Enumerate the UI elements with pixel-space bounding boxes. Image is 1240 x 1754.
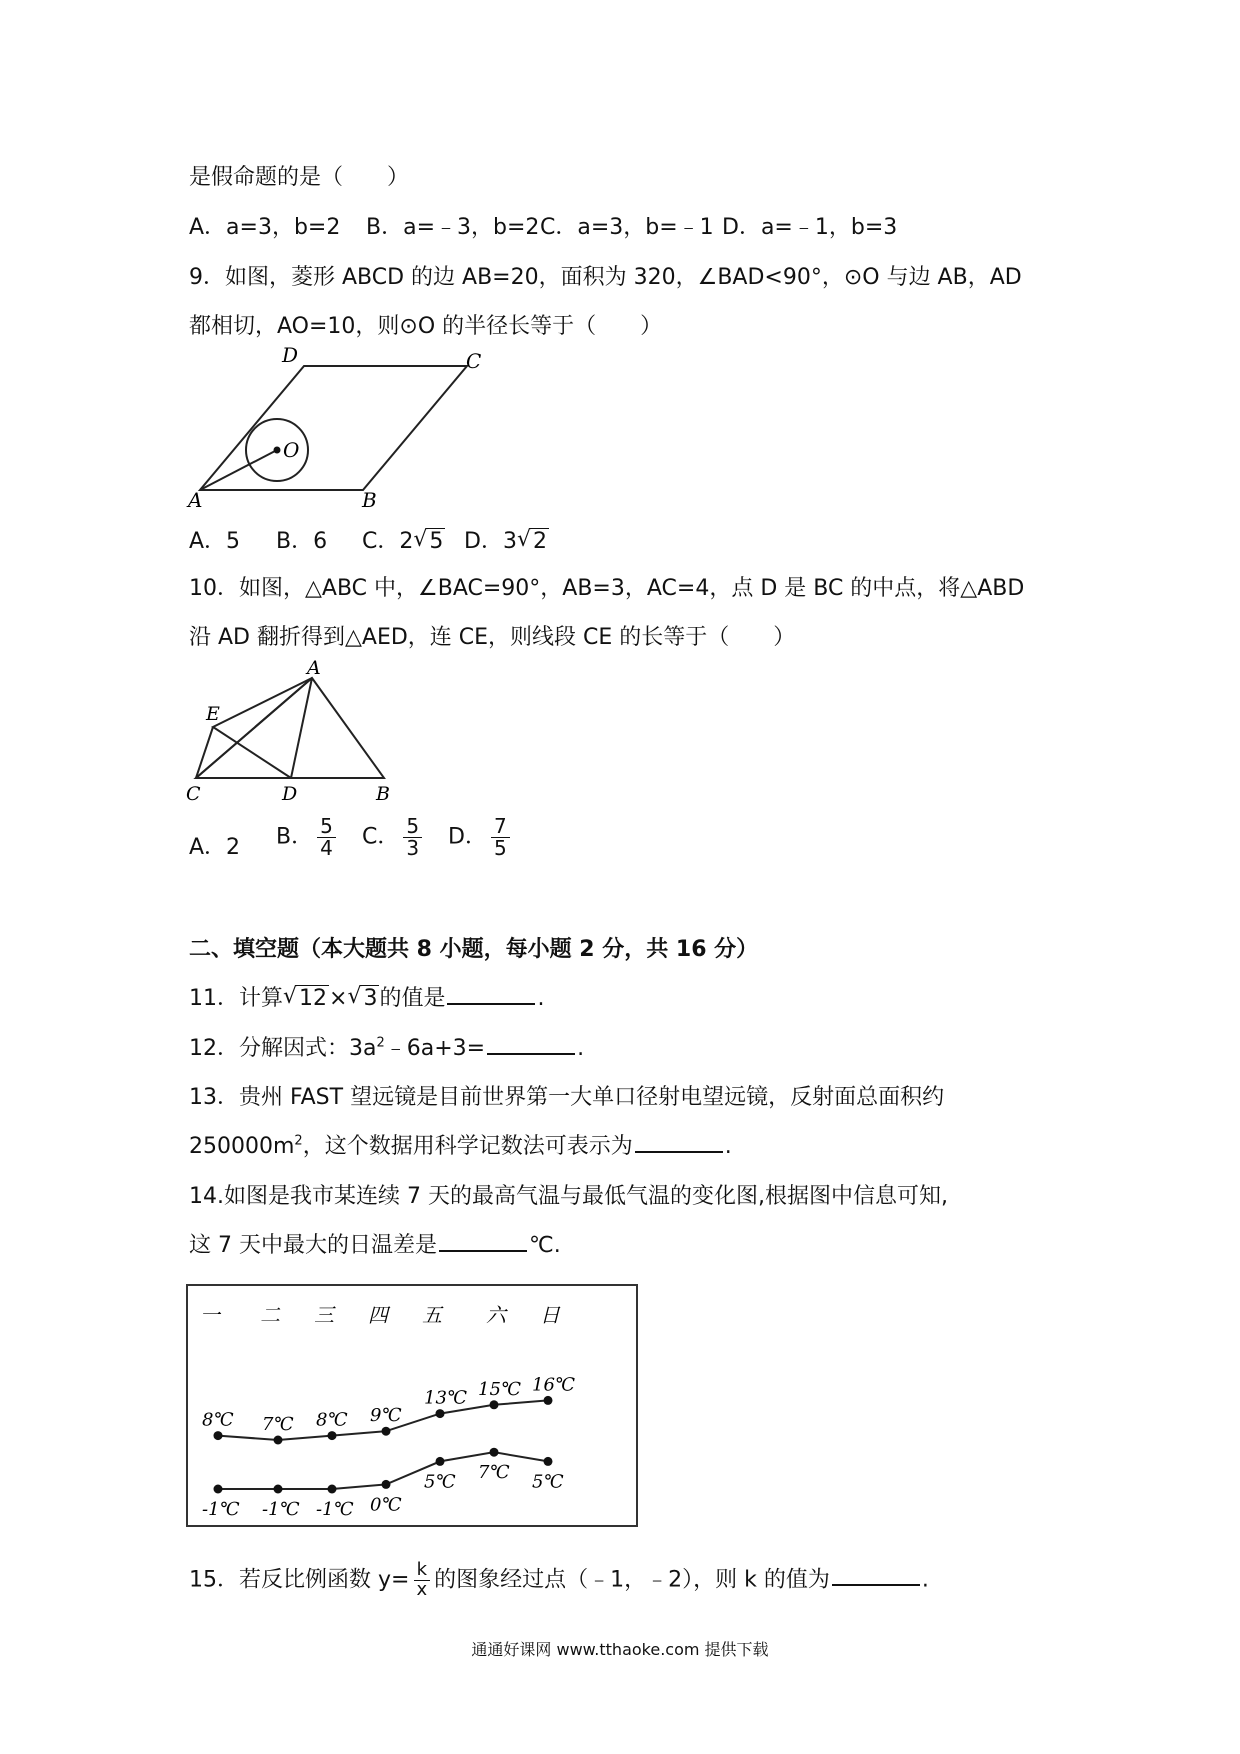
rhombus-abcd: [200, 366, 467, 490]
temperature-chart: [186, 1284, 640, 1529]
q13-line-2: $250000m^2$，这个数据用科学记数法可表示为 .: [189, 1129, 732, 1160]
q9-option-d: D．3√ 2: [464, 524, 549, 555]
data-point-high: [328, 1431, 337, 1440]
data-point-high: [490, 1400, 499, 1409]
day-label: 二: [260, 1303, 280, 1327]
label-b: B: [376, 783, 390, 805]
data-point-low: [544, 1457, 553, 1466]
data-label-low: 7℃: [478, 1462, 510, 1484]
q15: 15．若反比例函数 y= $\frac{k}{x}$ 的图象经过点（﹣1，﹣2），则 k 的值为 .: [189, 1559, 929, 1600]
data-label-low: 5℃: [424, 1471, 456, 1493]
label-b: B: [362, 488, 377, 510]
day-label: 四: [368, 1303, 388, 1327]
q8-stem-tail: 是假命题的是（ ）: [189, 165, 410, 190]
day-label: 三: [314, 1303, 334, 1327]
q8-option-a: A．a=3，b=2: [189, 215, 341, 240]
q10-option-b: B． $\frac{5}{4}$: [276, 816, 340, 859]
day-label: 一: [200, 1303, 220, 1327]
data-point-high: [274, 1436, 283, 1445]
data-point-low: [328, 1485, 337, 1494]
footer-source: 通通好课网 www.tthaoke.com 提供下载: [471, 1640, 769, 1659]
q8-option-b: B．a=﹣3，b=2: [366, 215, 540, 240]
data-point-low: [274, 1485, 283, 1494]
q11: 11．计算√ 12×√ 3的值是 .: [189, 981, 544, 1012]
data-point-low: [214, 1485, 223, 1494]
rhombus-figure: [180, 340, 490, 510]
data-label-low: 0℃: [370, 1494, 402, 1516]
q8-option-d: D．a=﹣1，b=3: [722, 215, 898, 240]
data-point-high: [544, 1396, 553, 1405]
q12: 12．分解因式：$3a^2﹣6a+3=$ .: [189, 1031, 584, 1062]
q10-line-2: 沿 AD 翻折得到△AED，连 CE，则线段 CE 的长等于（ ）: [189, 625, 796, 650]
answer-blank: [832, 1564, 920, 1586]
q8-option-c: C．a=3，b=﹣1: [540, 215, 714, 240]
triangle-figure: [180, 660, 400, 810]
data-label-high: 8℃: [316, 1409, 348, 1431]
data-point-low: [490, 1448, 499, 1457]
day-label: 五: [422, 1303, 442, 1327]
data-label-high: 13℃: [424, 1387, 468, 1409]
q14-line-2: 这 7 天中最大的日温差是 ℃.: [189, 1228, 561, 1259]
data-label-high: 8℃: [202, 1409, 234, 1431]
label-d: D: [282, 783, 298, 805]
q10-option-c: C． $\frac{5}{3}$: [362, 816, 426, 859]
label-a: A: [188, 488, 203, 510]
data-label-low: 5℃: [532, 1471, 564, 1493]
center-point-o: [274, 447, 281, 454]
q10-line-1: 10．如图，△ABC 中，∠BAC=90°，AB=3，AC=4，点 D 是 BC 的中点，将△ABD: [189, 576, 1025, 601]
data-point-high: [214, 1431, 223, 1440]
answer-blank: [487, 1033, 575, 1055]
q9-line-2: 都相切，AO=10，则⊙O 的半径长等于（ ）: [189, 314, 663, 339]
q9-option-c: C．2√ 5: [362, 524, 445, 555]
label-d: D: [282, 343, 299, 367]
q10-option-a: A．2: [189, 835, 241, 860]
day-label: 日: [540, 1303, 560, 1327]
label-c: C: [186, 783, 201, 805]
data-label-low: -1℃: [316, 1499, 354, 1520]
data-label-high: 9℃: [370, 1405, 402, 1427]
label-c: C: [466, 349, 482, 373]
data-label-high: 16℃: [532, 1374, 576, 1396]
answer-blank: [439, 1230, 527, 1252]
data-label-high: 15℃: [478, 1378, 522, 1400]
q9-option-a: A．5: [189, 529, 241, 554]
data-label-low: -1℃: [202, 1499, 240, 1520]
data-point-low: [382, 1480, 391, 1489]
data-label-low: -1℃: [262, 1499, 300, 1520]
triangle-abc: [196, 678, 384, 778]
section-2-title: 二、填空题（本大题共 8 小题，每小题 2 分，共 16 分）: [189, 937, 759, 962]
triangle-aed-sides: [213, 678, 312, 778]
data-point-high: [382, 1427, 391, 1436]
label-e: E: [206, 703, 220, 725]
data-point-high: [436, 1409, 445, 1418]
answer-blank: [635, 1131, 723, 1153]
data-point-low: [436, 1457, 445, 1466]
segment-ao: [200, 450, 277, 490]
label-o: O: [283, 438, 300, 462]
q9-option-b: B．6: [276, 529, 328, 554]
data-label-high: 7℃: [262, 1414, 294, 1435]
day-label: 六: [486, 1303, 506, 1327]
q13-line-1: 13．贵州 FAST 望远镜是目前世界第一大单口径射电望远镜，反射面总面积约: [189, 1085, 945, 1110]
q10-option-d: D． $\frac{7}{5}$: [448, 816, 514, 859]
answer-blank: [447, 983, 535, 1005]
q14-line-1: 14.如图是我市某连续 7 天的最高气温与最低气温的变化图,根据图中信息可知,: [189, 1184, 948, 1209]
q9-line-1: 9．如图，菱形 ABCD 的边 AB=20，面积为 320，∠BAD<90°，⊙O 与边 AB，AD: [189, 265, 1022, 290]
label-a: A: [307, 660, 321, 679]
